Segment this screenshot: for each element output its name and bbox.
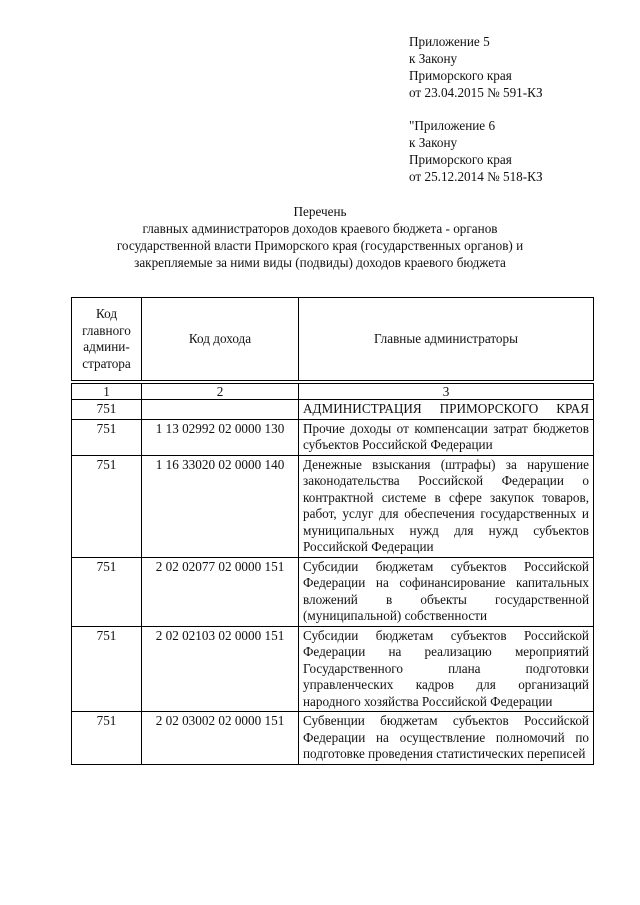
column-number: 2 <box>142 384 299 400</box>
income-table <box>71 383 594 765</box>
admin-code-cell: 751 <box>72 626 142 712</box>
administrator-cell: АДМИНИСТРАЦИЯ ПРИМОРСКОГО КРАЯ <box>299 400 594 420</box>
description-cell: Субвенции бюджетам субъектов Российской Федерации на осуществление полномочий по подготовке проведения статистических переписей <box>299 712 594 765</box>
title-line: государственной власти Приморского края (государственных органов) и <box>116 238 524 253</box>
appendix-6-reference <box>409 117 629 185</box>
table-row <box>72 712 594 765</box>
header-income-code: Код дохода <box>142 298 299 381</box>
header-text: главного <box>82 322 131 338</box>
title-line: главных администраторов доходов краевого бюджета - органов <box>142 221 498 236</box>
table-row <box>72 557 594 626</box>
title-line: закрепляемые за ними виды (подвиды) доходов краевого бюджета <box>134 255 506 270</box>
income-code-cell <box>142 400 299 420</box>
appendix-line: к Закону <box>409 51 458 66</box>
admin-code-cell: 751 <box>72 419 142 455</box>
admin-code-cell: 751 <box>72 712 142 765</box>
income-code-cell: 1 16 33020 02 0000 140 <box>142 455 299 557</box>
description-cell: Субсидии бюджетам субъектов Российской Федерации на реализацию мероприятий Государственного плана подготовки управленческих кадров для организаций народного хозяйства Российской Федерации <box>299 626 594 712</box>
admin-code-cell: 751 <box>72 400 142 420</box>
admin-code-cell: 751 <box>72 557 142 626</box>
header-text: стратора <box>82 355 131 371</box>
income-code-cell: 1 13 02992 02 0000 130 <box>142 419 299 455</box>
income-code-cell: 2 02 02103 02 0000 151 <box>142 626 299 712</box>
header-administrators: Главные администраторы <box>299 298 594 381</box>
income-code-cell: 2 02 03002 02 0000 151 <box>142 712 299 765</box>
appendix-line: к Закону <box>409 135 458 150</box>
appendix-line: "Приложение 6 <box>409 118 496 133</box>
header-text: админи- <box>83 339 130 354</box>
admin-code-cell: 751 <box>72 455 142 557</box>
description-cell: Прочие доходы от компенсации затрат бюджетов субъектов Российской Федерации <box>299 419 594 455</box>
appendix-line: Приморского края <box>409 152 512 167</box>
column-number-row <box>72 384 594 400</box>
header-admin-code <box>72 298 142 381</box>
column-number: 3 <box>299 384 594 400</box>
appendix-line: от 25.12.2014 № 518-КЗ <box>409 169 543 184</box>
appendix-line: от 23.04.2015 № 591-КЗ <box>409 85 543 100</box>
description-cell: Денежные взыскания (штрафы) за нарушение законодательства Российской Федерации о контрактной системе в сфере закупок товаров, работ, услуг для обеспечения государственных и муниципальных нужд для нужд субъектов Российской Федерации <box>299 455 594 557</box>
document-title <box>60 203 580 271</box>
title-line: Перечень <box>293 204 347 219</box>
table-row <box>72 455 594 557</box>
table-row <box>72 626 594 712</box>
table-row <box>72 419 594 455</box>
header-text: Код <box>95 306 118 321</box>
column-number: 1 <box>72 384 142 400</box>
description-cell: Субсидии бюджетам субъектов Российской Федерации на софинансирование капитальных вложений в объекты государственной (муниципальной) собственности <box>299 557 594 626</box>
appendix-5-reference <box>409 33 629 101</box>
income-code-cell: 2 02 02077 02 0000 151 <box>142 557 299 626</box>
table-header <box>71 297 594 381</box>
appendix-line: Приложение 5 <box>409 34 490 49</box>
table-row <box>72 400 594 420</box>
appendix-line: Приморского края <box>409 68 512 83</box>
